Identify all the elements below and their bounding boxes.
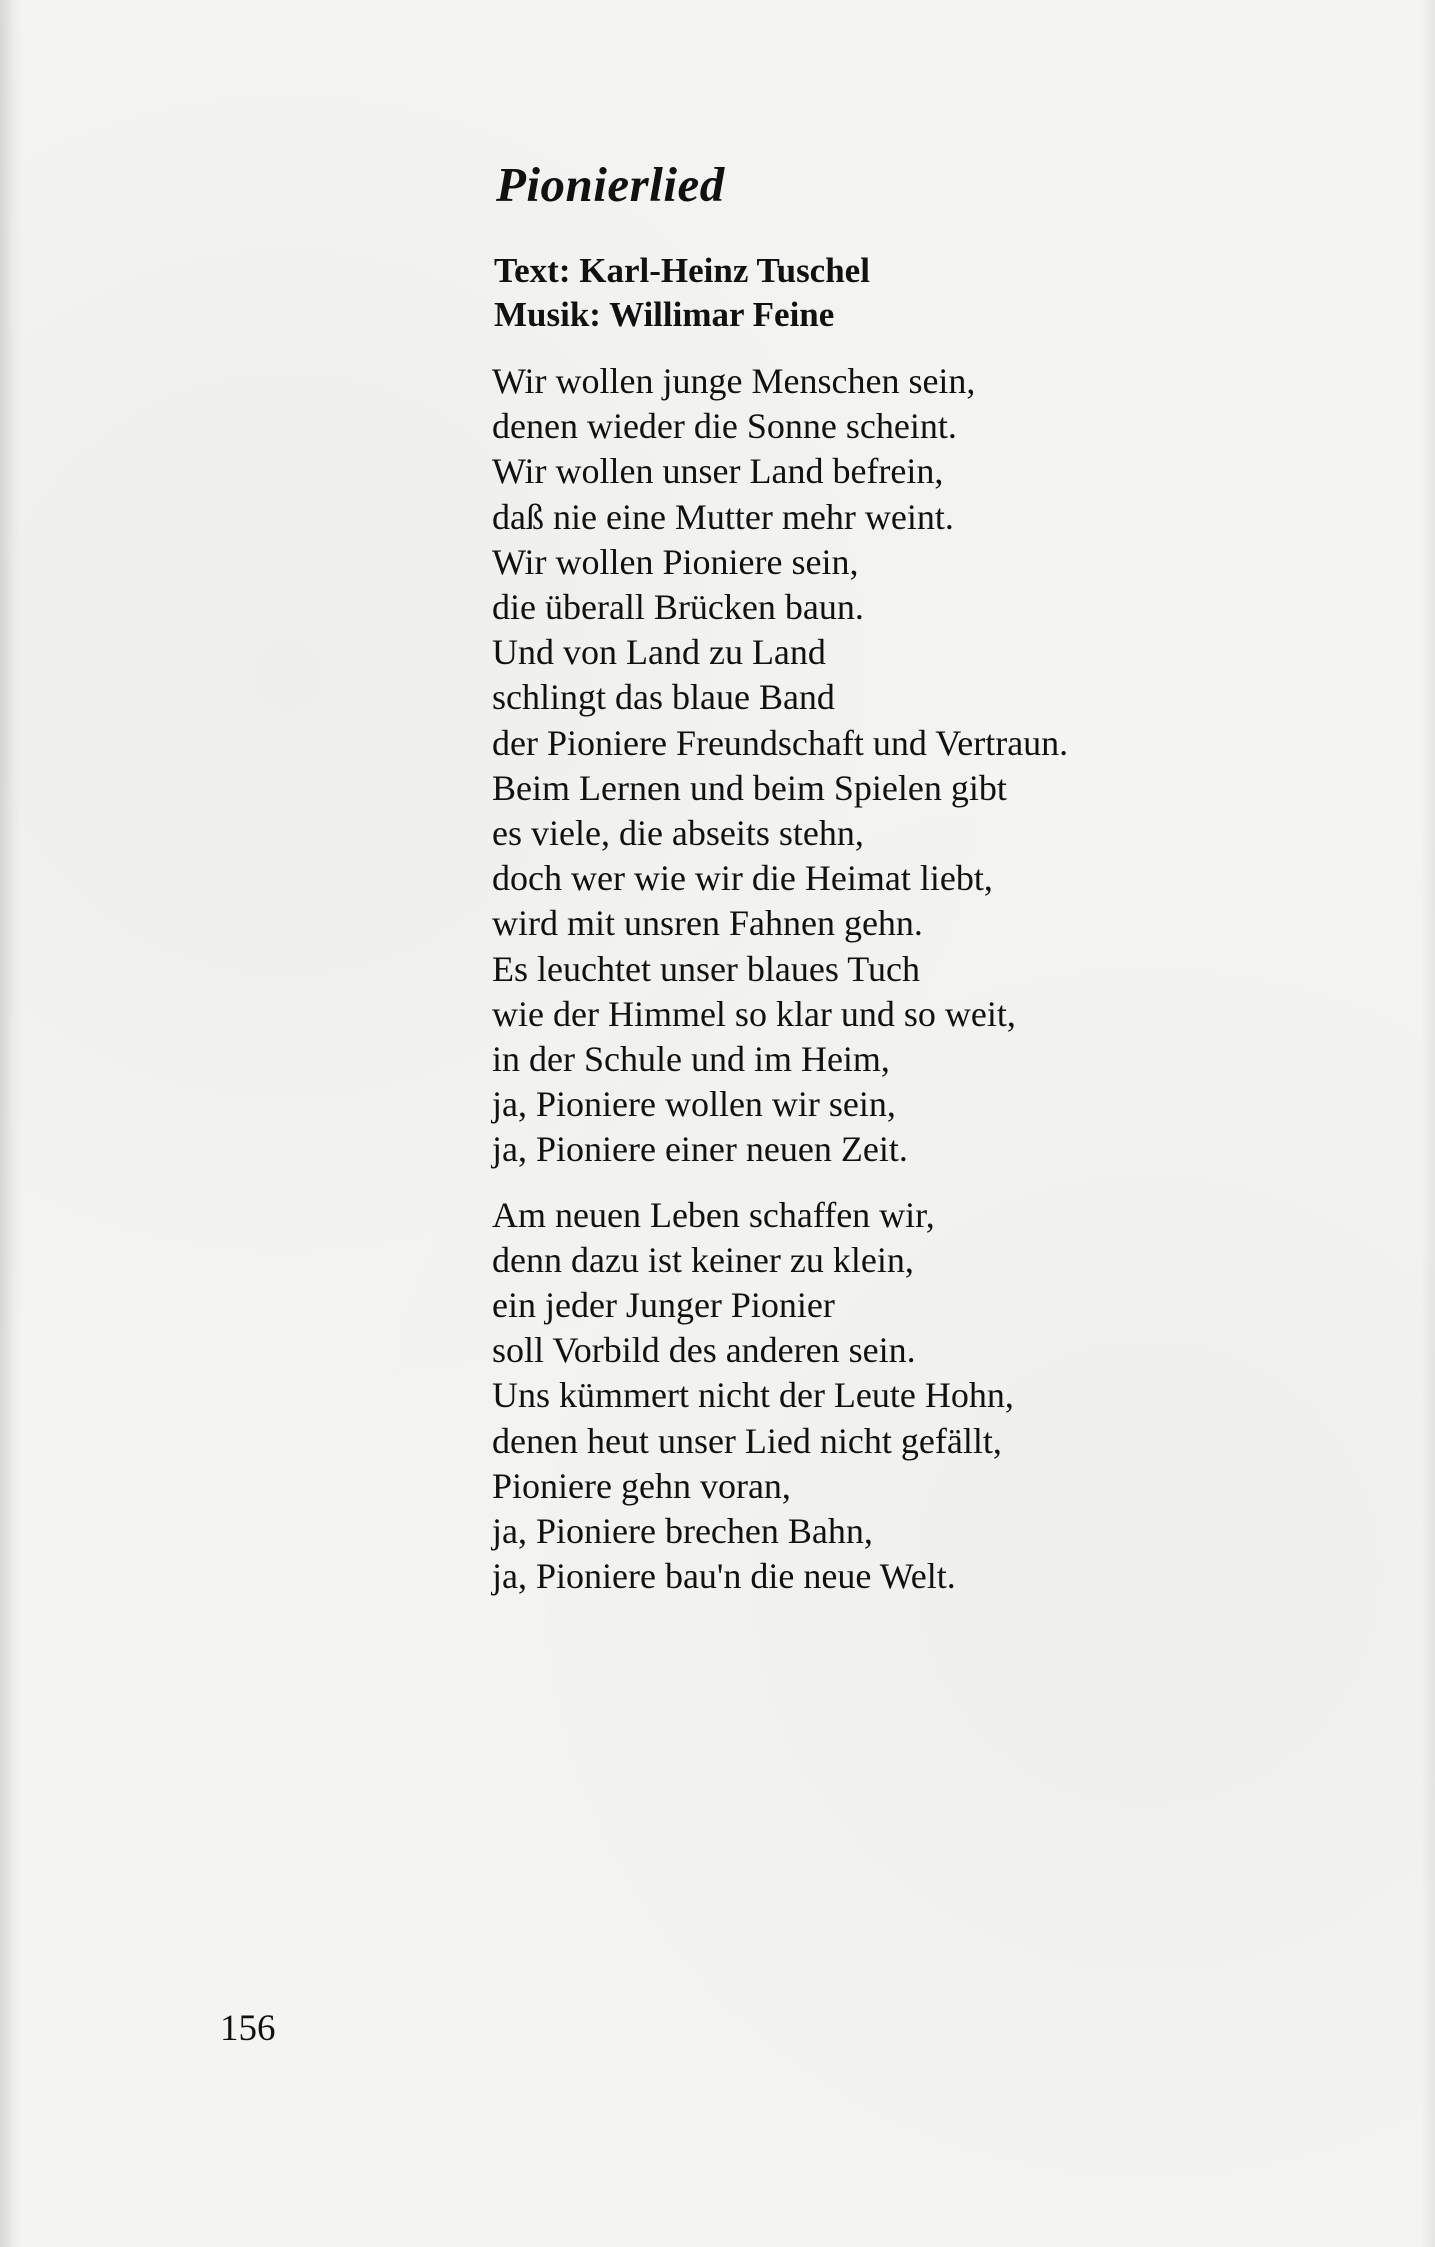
verse-line: ja, Pioniere einer neuen Zeit.	[492, 1129, 908, 1170]
song-credits	[494, 249, 1372, 337]
verse-line: Wir wollen unser Land befrein,	[492, 451, 944, 492]
verse-line: Am neuen Leben schaffen wir,	[492, 1194, 935, 1235]
page-binding-edge	[0, 0, 22, 2247]
verse-line: wird mit unsren Fahnen gehn.	[492, 903, 923, 944]
verse-line: wie der Himmel so klar und so weit,	[492, 993, 1016, 1034]
verse-line: Pioniere gehn voran,	[492, 1465, 791, 1506]
song-content	[492, 157, 1372, 1599]
verse-line: schlingt das blaue Band	[492, 677, 835, 718]
verse-line: Wir wollen Pioniere sein,	[492, 541, 859, 582]
verse-line: doch wer wie wir die Heimat liebt,	[492, 858, 993, 899]
verse-line: denn dazu ist keiner zu klein,	[492, 1239, 914, 1280]
verse-line: denen wieder die Sonne scheint.	[492, 406, 957, 447]
verse-line: ein jeder Junger Pionier	[492, 1285, 835, 1326]
verse-line: soll Vorbild des anderen sein.	[492, 1330, 916, 1371]
page-outer-edge	[1421, 0, 1435, 2247]
verse-line: daß nie eine Mutter mehr weint.	[492, 496, 954, 537]
verse-line: Uns kümmert nicht der Leute Hohn,	[492, 1375, 1014, 1416]
page-number: 156	[220, 2008, 276, 2049]
stanza-2	[492, 1193, 1372, 1600]
verse-line: die überall Brücken baun.	[492, 587, 864, 628]
song-title: Pionierlied	[496, 157, 725, 212]
verse-line: Es leuchtet unser blaues Tuch	[492, 948, 920, 989]
verse-line: Wir wollen junge Menschen sein,	[492, 361, 976, 401]
lyrics-credit: Text: Karl-Heinz Tuschel	[494, 251, 870, 290]
verse-line: Beim Lernen und beim Spielen gibt	[492, 767, 1007, 808]
verse-line: Und von Land zu Land	[492, 632, 826, 673]
music-credit: Musik: Willimar Feine	[494, 295, 835, 334]
stanza-1	[492, 359, 1372, 1173]
verse-line: der Pioniere Freundschaft und Vertraun.	[492, 722, 1069, 763]
verse-line: in der Schule und im Heim,	[492, 1039, 890, 1080]
verse-line: denen heut unser Lied nicht gefällt,	[492, 1420, 1002, 1461]
verse-line: ja, Pioniere brechen Bahn,	[492, 1511, 873, 1552]
verse-line: ja, Pioniere wollen wir sein,	[492, 1084, 896, 1125]
verse-line: ja, Pioniere bau'n die neue Welt.	[492, 1556, 956, 1597]
verse-line: es viele, die abseits stehn,	[492, 813, 864, 854]
